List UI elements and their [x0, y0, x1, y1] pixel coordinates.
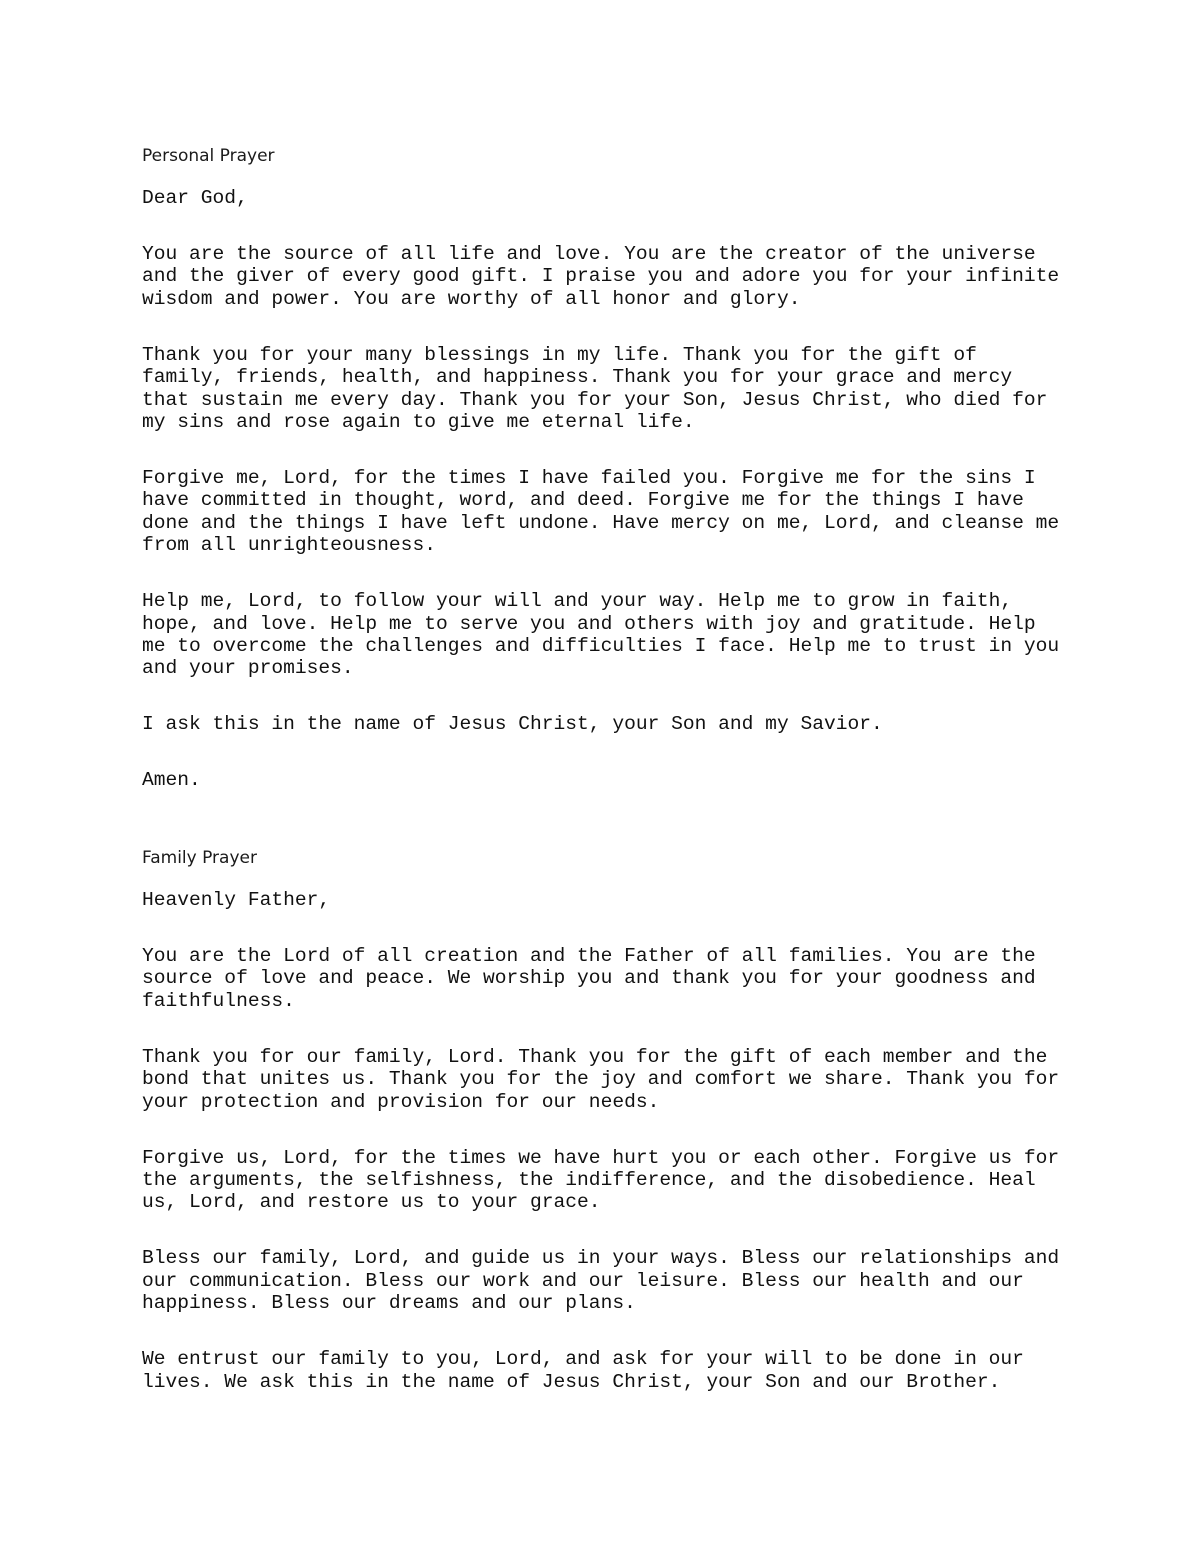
section-personal-prayer — [142, 146, 1082, 792]
text-line: I ask this in the name of Jesus Christ, your Son and my Savior. — [142, 713, 883, 736]
text-line: You are the Lord of all creation and the Father of all families. You are the — [142, 944, 1036, 967]
paragraph — [142, 945, 1082, 1012]
text-line: We entrust our family to you, Lord, and ask for your will to be done in our — [142, 1348, 1024, 1371]
text-line: happiness. Bless our dreams and our plans. — [142, 1292, 636, 1315]
paragraph — [142, 1348, 1082, 1393]
text-line: our communication. Bless our work and our leisure. Bless our health and our — [142, 1269, 1024, 1292]
text-line: family, friends, health, and happiness. Thank you for your grace and mercy — [142, 366, 1013, 389]
text-line: Amen. — [142, 769, 201, 792]
section-title: Family Prayer — [142, 847, 257, 868]
text-line: us, Lord, and restore us to your grace. — [142, 1191, 601, 1214]
paragraph — [142, 1147, 1082, 1214]
text-line: lives. We ask this in the name of Jesus Christ, your Son and our Brother. — [142, 1370, 1001, 1393]
section-family-prayer — [142, 848, 1082, 1393]
text-line: Help me, Lord, to follow your will and your way. Help me to grow in faith, — [142, 590, 1013, 613]
text-line: and your promises. — [142, 657, 354, 680]
paragraph — [142, 344, 1082, 434]
paragraph — [142, 713, 1082, 735]
text-line: from all unrighteousness. — [142, 534, 436, 557]
text-line: Forgive us, Lord, for the times we have hurt you or each other. Forgive us for — [142, 1146, 1060, 1169]
text-line: wisdom and power. You are worthy of all honor and glory. — [142, 287, 801, 310]
text-line: hope, and love. Help me to serve you and others with joy and gratitude. Help — [142, 612, 1036, 635]
document-body — [142, 146, 1082, 1393]
text-line: bond that unites us. Thank you for the joy and comfort we share. Thank you for — [142, 1068, 1060, 1091]
text-line: Bless our family, Lord, and guide us in your ways. Bless our relationships and — [142, 1247, 1060, 1270]
paragraph — [142, 243, 1082, 310]
text-line: and the giver of every good gift. I praise you and adore you for your infinite — [142, 265, 1060, 288]
text-line: that sustain me every day. Thank you for your Son, Jesus Christ, who died for — [142, 388, 1048, 411]
text-line: me to overcome the challenges and difficulties I face. Help me to trust in you — [142, 635, 1060, 658]
paragraph — [142, 1247, 1082, 1314]
text-line: Forgive me, Lord, for the times I have failed you. Forgive me for the sins I — [142, 467, 1036, 490]
paragraph — [142, 467, 1082, 557]
text-line: have committed in thought, word, and deed. Forgive me for the things I have — [142, 489, 1024, 512]
text-line: source of love and peace. We worship you and thank you for your goodness and — [142, 967, 1036, 990]
text-line: my sins and rose again to give me eternal life. — [142, 411, 695, 434]
text-line: your protection and provision for our needs. — [142, 1090, 660, 1113]
paragraph — [142, 590, 1082, 680]
text-line: the arguments, the selfishness, the indifference, and the disobedience. Heal — [142, 1168, 1036, 1191]
text-line: Thank you for your many blessings in my life. Thank you for the gift of — [142, 343, 977, 366]
section-title: Personal Prayer — [142, 146, 275, 166]
paragraph — [142, 1046, 1082, 1113]
text-line: You are the source of all life and love. You are the creator of the universe — [142, 243, 1036, 265]
salutation: Heavenly Father, — [142, 888, 331, 911]
text-line: faithfulness. — [142, 989, 295, 1012]
closing — [142, 769, 1082, 791]
text-line: done and the things I have left undone. Have mercy on me, Lord, and cleanse me — [142, 511, 1060, 534]
salutation: Dear God, — [142, 187, 248, 209]
text-line: Thank you for our family, Lord. Thank you for the gift of each member and the — [142, 1045, 1048, 1068]
